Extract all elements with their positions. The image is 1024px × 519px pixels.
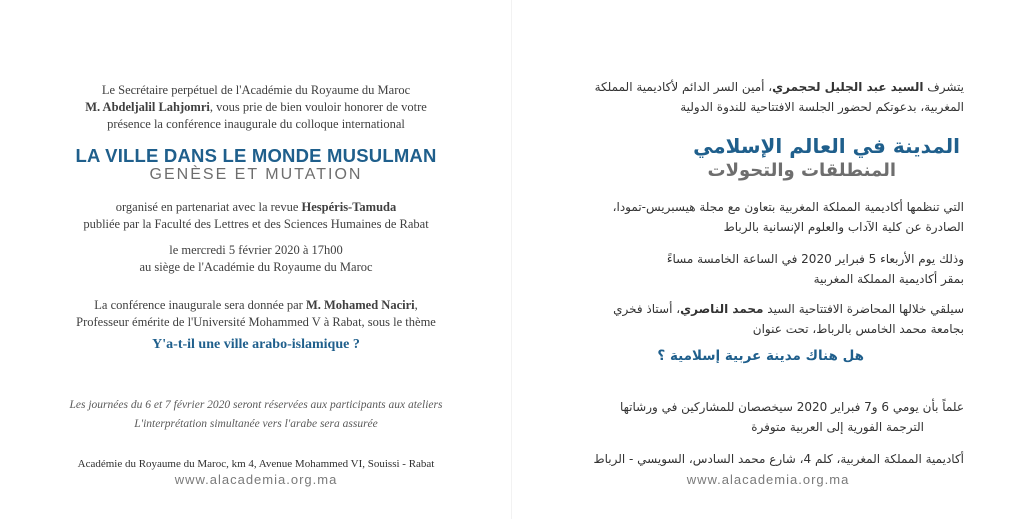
ar-secretary-name: السيد عبد الجليل لحجمري [772,80,924,94]
ar-website-link[interactable]: www.alacademia.org.ma [686,472,850,487]
ar-venue: بمقر أكاديمية المملكة المغربية [813,272,964,286]
fr-speaker-line-1 [0,297,512,313]
ar-intro-suffix: ، أمين السر الدائم لأكاديمية المملكة [594,80,773,94]
fr-partner-prefix: organisé en partenariat avec la revue [115,200,302,214]
ar-address: أكاديمية المملكة المغربية، كلم 4، شارع محمد السادس، السويسي - الرباط [593,452,964,466]
ar-partner-line-2: الصادرة عن كلية الآداب والعلوم الإنسانية بالرباط [723,220,964,234]
fr-date: le mercredi 5 février 2020 à 17h00 [169,243,343,257]
fr-intro-line-1: Le Secrétaire perpétuel de l'Académie du Royaume du Maroc [101,83,411,97]
ar-speaker-name: محمد الناصري [680,302,764,316]
ar-speaker-prefix: سيلقي خلالها المحاضرة الافتتاحية السيد [763,302,964,316]
fr-note-interpretation: L'interprétation simultanée vers l'arabe sera assurée [134,418,378,430]
fr-intro-line-2 [0,99,512,115]
fr-intro-line-3: présence la conférence inaugurale du colloque international [107,117,405,131]
ar-subtitle: المنطلقات والتحولات [707,160,896,181]
arabic-panel [512,0,1024,519]
fr-speaker-suffix: , [414,298,418,312]
fr-address: Académie du Royaume du Maroc, km 4, Avenue Mohammed VI, Souissi - Rabat [77,458,435,470]
ar-speaker-line-1 [613,302,964,316]
ar-speaker-suffix: ، أستاذ فخري [613,302,681,316]
fr-title: LA VILLE DANS LE MONDE MUSULMAN [75,145,437,166]
ar-intro-line-1 [595,80,964,94]
fr-note-workshops: Les journées du 6 et 7 février 2020 seront réservées aux participants aux ateliers [69,399,443,411]
fr-partner-line-1 [0,199,512,215]
fr-subtitle: GENÈSE ET MUTATION [149,166,363,183]
fr-partner-line-2: publiée par la Faculté des Lettres et des Sciences Humaines de Rabat [83,217,429,231]
fr-lecture-question: Y'a-t-il une ville arabo-islamique ? [152,337,360,352]
ar-intro-prefix: يتشرف [923,80,964,94]
fr-website-link[interactable]: www.alacademia.org.ma [174,472,338,487]
fr-intro-line-2-rest: , vous prie de bien vouloir honorer de votre [209,100,427,114]
ar-partner-line-1: التي تنظمها أكاديمية المملكة المغربية بتعاون مع مجلة هيسبريس-تمودا، [612,200,964,214]
ar-note-interpretation: الترجمة الفورية إلى العربية متوفرة [751,420,924,434]
ar-lecture-question: هل هناك مدينة عربية إسلامية ؟ [657,348,864,364]
fr-speaker-name: M. Mohamed Naciri [305,298,415,312]
ar-title: المدينة في العالم الإسلامي [693,134,960,158]
ar-date: وذلك يوم الأربعاء 5 فبراير 2020 في الساعة الخامسة مساءً [666,252,964,266]
ar-speaker-line-2: بجامعة محمد الخامس بالرباط، تحت عنوان [752,322,964,336]
fr-speaker-prefix: La conférence inaugurale sera donnée par [94,298,306,312]
fr-journal-name: Hespéris-Tamuda [301,200,397,214]
fr-venue: au siège de l'Académie du Royaume du Maroc [139,260,373,274]
ar-intro-line-2: المغربية، بدعوتكم لحضور الجلسة الافتتاحية للندوة الدولية [680,100,964,114]
fr-speaker-line-2: Professeur émérite de l'Université Mohammed V à Rabat, sous le thème [76,315,436,329]
ar-note-workshops: علماً بأن يومي 6 و7 فبراير 2020 سيخصصان للمشاركين في ورشاتها [619,400,964,414]
fr-secretary-name: M. Abdeljalil Lahjomri [85,100,210,114]
